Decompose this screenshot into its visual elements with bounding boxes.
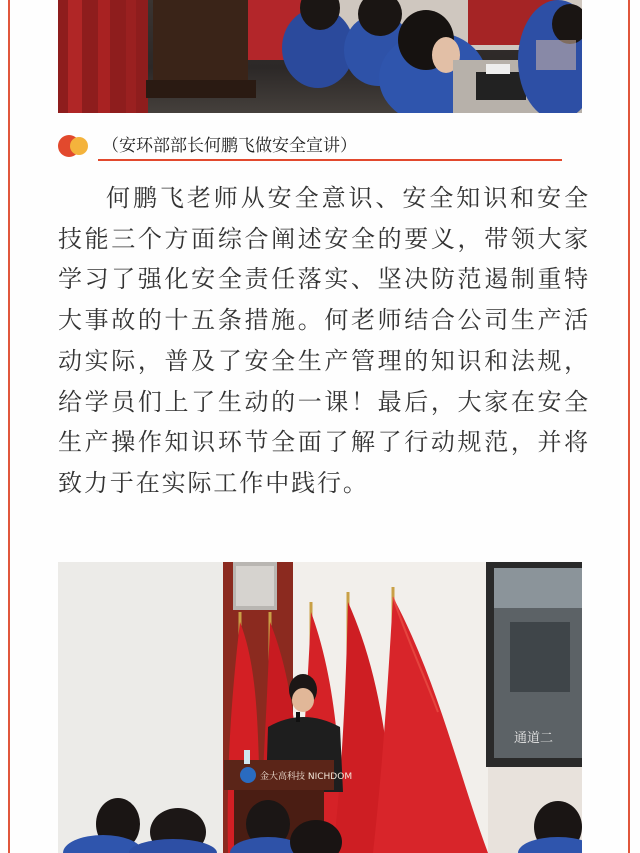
article-paragraph: 何鹏飞老师从安全意识、安全知识和安全技能三个方面综合阐述安全的要义，带领大家学习了强化安全责任落实、坚决防范遏制重特大事故的十五条措施。何老师结合公司生产活动实际，普及了安全生产管理的知识和法规，给学员们上了生动的一课！最后，大家在安全生产操作知识环节全面了解了行动规范，并将致力于在实际工作中践行。 — [58, 184, 590, 497]
photo-caption: （安环部部长何鹏飞做安全宣讲） — [102, 136, 357, 156]
speaker-photo — [58, 562, 582, 853]
caption-underline — [98, 159, 562, 161]
screen-label: 通道二 — [514, 731, 554, 746]
photo-caption-block — [58, 130, 562, 164]
left-frame-line — [8, 0, 10, 853]
caption-dot-yellow-icon — [70, 137, 88, 155]
right-frame-line — [628, 0, 630, 853]
audience-photo — [58, 0, 582, 113]
podium-logo-text: 金大高科技 NICHDOM — [260, 772, 353, 782]
